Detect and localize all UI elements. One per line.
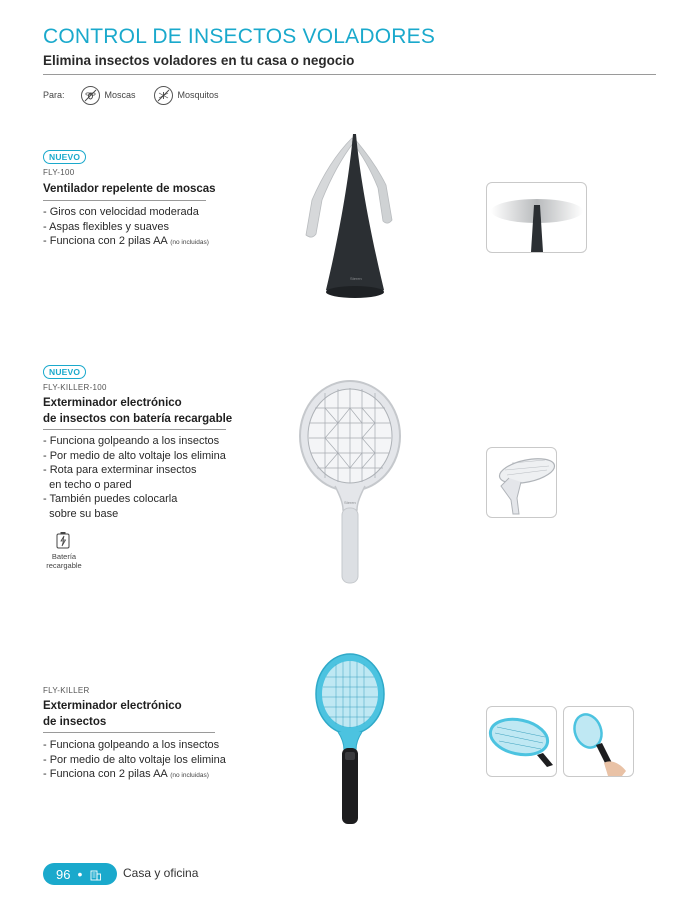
product-fly-killer-100 bbox=[43, 362, 86, 380]
feature-item: - Por medio de alto voltaje los elimina bbox=[43, 449, 226, 462]
product-divider bbox=[43, 429, 226, 430]
product-fly-100 bbox=[43, 147, 86, 165]
fly-killer-100-image bbox=[295, 378, 405, 588]
feature-list bbox=[43, 205, 209, 251]
feature-item: - Aspas flexibles y suaves bbox=[43, 220, 169, 233]
model-code: FLY-100 bbox=[43, 168, 75, 177]
building-icon bbox=[89, 868, 102, 881]
header-divider bbox=[43, 74, 656, 75]
svg-text:Steren: Steren bbox=[350, 276, 362, 281]
target-moscas-label: Moscas bbox=[104, 90, 136, 100]
new-badge: NUEVO bbox=[43, 365, 86, 379]
section-name: Casa y oficina bbox=[123, 866, 199, 880]
fly-killer-image bbox=[312, 652, 388, 830]
fly-icon bbox=[81, 86, 100, 105]
fly-killer-thumbnail-1[interactable] bbox=[486, 706, 557, 777]
fly-fan-image bbox=[300, 130, 410, 305]
target-mosquitos bbox=[154, 86, 219, 105]
feature-item: sobre su base bbox=[43, 507, 119, 520]
target-mosquitos-label: Mosquitos bbox=[177, 90, 219, 100]
product-divider bbox=[43, 732, 215, 733]
separator-dot: • bbox=[77, 866, 83, 882]
feature-item: - Funciona golpeando a los insectos bbox=[43, 435, 220, 447]
battery-icon bbox=[56, 531, 70, 554]
battery-label: Batería recargable bbox=[46, 552, 82, 570]
target-insects-row bbox=[43, 85, 237, 105]
new-badge: NUEVO bbox=[43, 150, 86, 164]
feature-item: - Funciona con 2 pilas AA (no incluidas) bbox=[43, 235, 209, 247]
fly-killer-thumbnail-2[interactable] bbox=[563, 706, 634, 777]
fly-fan-thumbnail[interactable] bbox=[486, 182, 587, 253]
page-number-pill bbox=[43, 863, 117, 885]
target-moscas bbox=[81, 86, 136, 105]
mosquito-icon bbox=[154, 86, 173, 105]
page-title: CONTROL DE INSECTOS VOLADORES bbox=[43, 25, 436, 48]
page-number: 96 bbox=[56, 866, 71, 882]
model-code: FLY-KILLER bbox=[43, 686, 90, 695]
product-name: Ventilador repelente de moscas bbox=[43, 183, 216, 195]
product-name: Exterminador electrónico de insectos con batería recargable bbox=[43, 397, 233, 425]
fly-killer-100-thumbnail[interactable] bbox=[486, 447, 557, 518]
feature-item: - Giros con velocidad moderada bbox=[43, 206, 199, 218]
para-label: Para: bbox=[43, 90, 65, 100]
page-subtitle: Elimina insectos voladores en tu casa o negocio bbox=[43, 53, 355, 68]
product-divider bbox=[43, 200, 206, 201]
feature-item: - Funciona con 2 pilas AA (no incluidas) bbox=[43, 768, 209, 780]
feature-item: - Funciona golpeando a los insectos bbox=[43, 739, 220, 751]
feature-item: - Por medio de alto voltaje los elimina bbox=[43, 753, 226, 766]
product-name: Exterminador electrónico de insectos bbox=[43, 700, 182, 728]
feature-list bbox=[43, 738, 226, 784]
feature-list bbox=[43, 434, 226, 521]
feature-item: en techo o pared bbox=[43, 478, 132, 491]
svg-text:Steren: Steren bbox=[344, 500, 356, 505]
feature-item: - También puedes colocarla bbox=[43, 493, 178, 505]
model-code: FLY-KILLER-100 bbox=[43, 383, 107, 392]
feature-item: - Rota para exterminar insectos bbox=[43, 464, 197, 476]
